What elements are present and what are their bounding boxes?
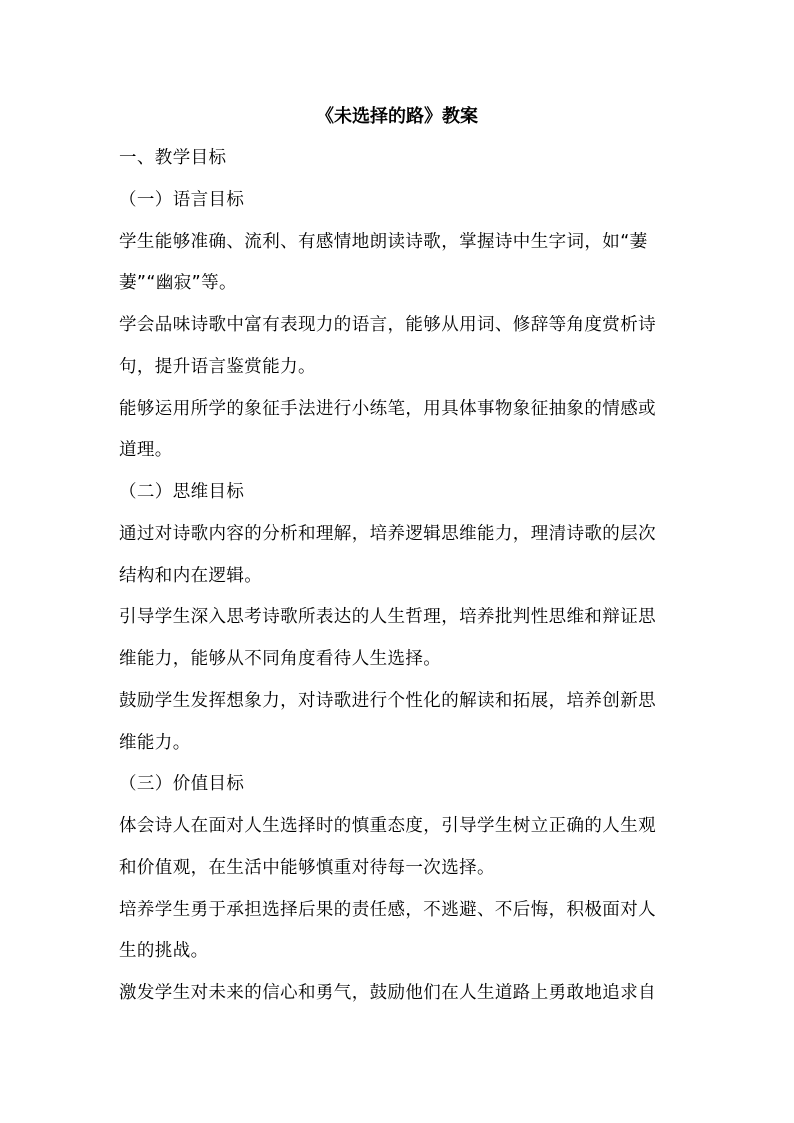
paragraph-line: 培养学生勇于承担选择后果的责任感，不逃避、不后悔，积极面对人	[119, 900, 656, 920]
document-title: 《未选择的路》教案	[316, 106, 478, 127]
paragraph-line: 和价值观，在生活中能够慎重对待每一次选择。	[119, 858, 495, 878]
paragraph-line: 道理。	[119, 440, 173, 460]
paragraph-line: 体会诗人在面对人生选择时的慎重态度，引导学生树立正确的人生观	[119, 816, 656, 836]
paragraph-line: 萋”“幽寂”等。	[119, 273, 237, 293]
paragraph-line: 学生能够准确、流利、有感情地朗读诗歌，掌握诗中生字词，如“萋	[119, 232, 648, 252]
paragraph-line: 维能力。	[119, 733, 191, 753]
paragraph-line: 鼓励学生发挥想象力，对诗歌进行个性化的解读和拓展，培养创新思	[119, 691, 656, 711]
subsection-heading-values: （三）价值目标	[119, 774, 245, 794]
section-heading-teaching-objectives: 一、教学目标	[119, 148, 227, 168]
paragraph-line: 生的挑战。	[119, 941, 209, 961]
paragraph-line: 学会品味诗歌中富有表现力的语言，能够从用词、修辞等角度赏析诗	[119, 315, 656, 335]
paragraph-line: 通过对诗歌内容的分析和理解，培养逻辑思维能力，理清诗歌的层次	[119, 524, 656, 544]
paragraph-line: 激发学生对未来的信心和勇气，鼓励他们在人生道路上勇敢地追求自	[119, 983, 656, 1003]
paragraph-line: 结构和内在逻辑。	[119, 566, 263, 586]
paragraph-line: 引导学生深入思考诗歌所表达的人生哲理，培养批判性思维和辩证思	[119, 607, 656, 627]
paragraph-line: 维能力，能够从不同角度看待人生选择。	[119, 649, 442, 669]
subsection-heading-language: （一）语言目标	[119, 190, 245, 210]
subsection-heading-thinking: （二）思维目标	[119, 482, 245, 502]
paragraph-line: 句，提升语言鉴赏能力。	[119, 357, 316, 377]
paragraph-line: 能够运用所学的象征手法进行小练笔，用具体事物象征抽象的情感或	[119, 399, 656, 419]
